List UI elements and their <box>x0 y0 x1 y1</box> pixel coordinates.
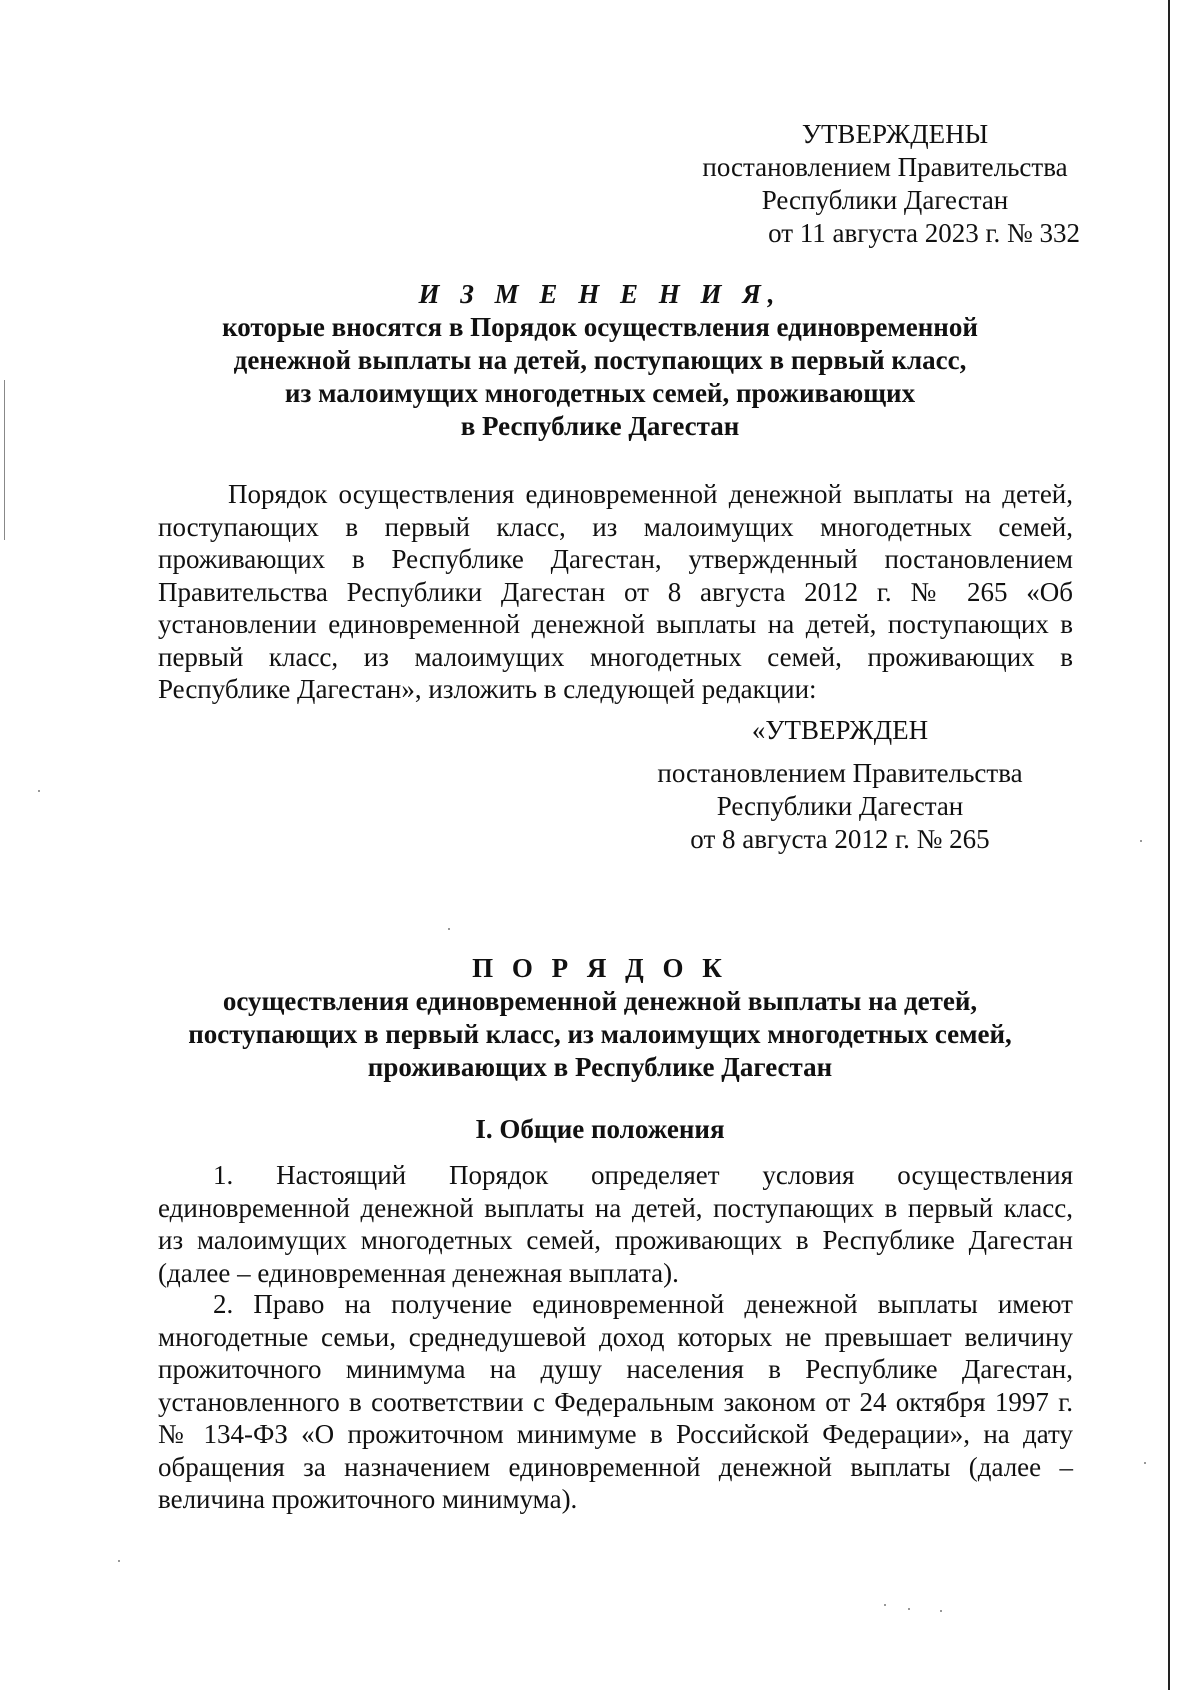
scan-speck <box>940 1610 942 1612</box>
approval-inner-line3: Республики Дагестан <box>716 791 964 821</box>
changes-subtitle-line3: из малоимущих многодетных семей, проживающих <box>284 378 916 408</box>
scan-speck <box>1144 1462 1146 1464</box>
scan-speck <box>118 1560 120 1562</box>
scan-edge-mark <box>4 380 5 540</box>
scan-speck <box>38 790 40 792</box>
scan-edge-line <box>1168 0 1170 1690</box>
approval-inner-line1: «УТВЕРЖДЕН <box>751 715 929 745</box>
approval-top-line2: постановлением Правительства <box>702 152 1068 182</box>
approval-stamp-inner <box>640 714 1040 856</box>
scan-speck <box>1140 840 1142 842</box>
approval-top-line4: от 11 августа 2023 г. № 332 <box>768 218 1080 248</box>
approval-stamp-top <box>690 118 1080 250</box>
changes-subtitle-line1: которые вносятся в Порядок осуществления единовременной <box>222 312 978 342</box>
approval-top-line3: Республики Дагестан <box>761 185 1009 215</box>
scan-speck <box>448 928 450 930</box>
changes-title: И З М Е Н Е Н И Я, <box>418 279 782 309</box>
changes-subtitle-line2: денежной выплаты на детей, поступающих в первый класс, <box>233 345 967 375</box>
section-1-title: I. Общие положения <box>475 1114 725 1144</box>
approval-inner-line4: от 8 августа 2012 г. № 265 <box>690 824 990 854</box>
scan-speck <box>884 1604 886 1606</box>
order-title: П О Р Я Д О К <box>472 953 728 983</box>
order-subtitle-line3: проживающих в Республике Дагестан <box>367 1052 833 1082</box>
intro-paragraph: Порядок осуществления единовременной денежной выплаты на детей, поступающих в первый класс, из малоимущих многодетных семей, проживающих в Республике Дагестан, утвержденный постановлением Правительства Республики Дагестан от 8 августа 2012 г. № 265 «Об установлении единовременной денежной выплаты на детей, поступающих в первый класс, из малоимущих многодетных семей, проживающих в Республике Дагестан», изложить в следующей редакции: <box>158 479 1073 704</box>
order-heading <box>140 952 1060 1084</box>
changes-heading <box>140 278 1060 443</box>
changes-subtitle-line4: в Республике Дагестан <box>460 411 740 441</box>
approval-inner-line2: постановлением Правительства <box>657 758 1023 788</box>
approval-top-line1: УТВЕРЖДЕНЫ <box>801 119 989 149</box>
clause-2: 2. Право на получение единовременной денежной выплаты имеют многодетные семьи, среднедушевой доход которых не превышает величину прожиточного минимума на душу населения в Республике Дагестан, установленного в соответствии с Федеральным законом от 24 октября 1997 г. № 134-ФЗ «О прожиточном минимуме в Российской Федерации», на дату обращения за назначением единовременной денежной выплаты (далее – величина прожиточного минимума). <box>158 1289 1073 1514</box>
scan-speck <box>908 1608 910 1610</box>
order-subtitle-line1: осуществления единовременной денежной выплаты на детей, <box>222 986 978 1016</box>
clause-1: 1. Настоящий Порядок определяет условия осуществления единовременной денежной выплаты на детей, поступающих в первый класс, из малоимущих многодетных семей, проживающих в Республике Дагестан (далее – единовременная денежная выплата). <box>158 1160 1073 1288</box>
order-subtitle-line2: поступающих в первый класс, из малоимущих многодетных семей, <box>188 1019 1012 1049</box>
